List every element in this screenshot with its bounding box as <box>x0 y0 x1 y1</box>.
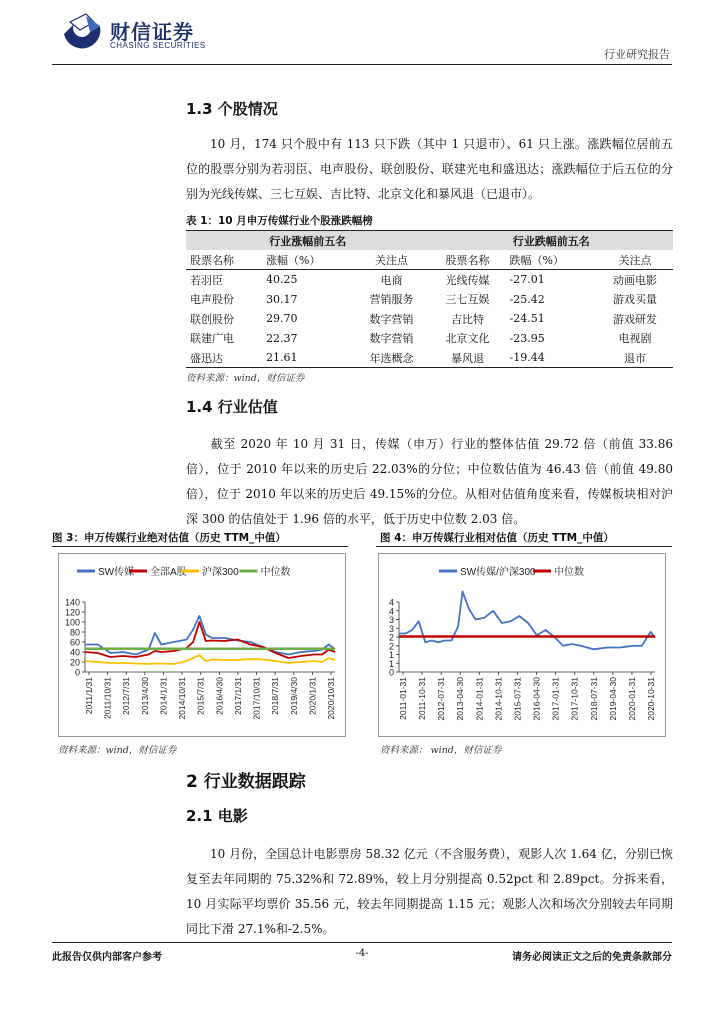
table-cell: 盛迅达 <box>186 348 262 368</box>
y-tick-label: 2 <box>388 632 394 643</box>
table-cell: 联建广电 <box>190 332 234 346</box>
table-cell: -23.95 <box>509 331 545 345</box>
table-header: 关注点 <box>353 250 429 270</box>
table-group-losers: 行业跌幅前五名 <box>429 231 673 251</box>
y-tick-label: 100 <box>64 617 80 628</box>
x-tick-label: 2011/10/31 <box>102 677 113 719</box>
figure4-caption: 图 4：申万传媒行业相对估值（历史 TTM_中值） <box>380 532 614 544</box>
y-tick-label: 60 <box>69 637 80 648</box>
paragraph-1-3: 10 月，174 只个股中有 113 只下跌（其中 1 只退市）、61 只上涨。涨跌幅位居前五位的股票分别为若羽臣、电声股份、联创股份、联建光电和盛迅达；涨跌幅位于后五位的分别为光线传媒、三七互娱、吉比特、北京文化和暴风退（已退市）。 <box>186 137 673 201</box>
paragraph-1-4: 截至 2020 年 10 月 31 日，传媒（申万）行业的整体估值 29.72 倍（前值 33.86 倍），位于 2010 年以来的历史后 22.03%的分位；中位数估值为 46.43 倍（前值 49.80 倍），位于 2010 年以来的历史后 49.15%的分位。从相对估值角度来看，传媒板块相对沪深 300 的估值处于 1.96 倍的水平，低于历史中位数 2.03 倍。 <box>186 437 673 526</box>
y-tick-label: 4 <box>388 606 394 617</box>
y-tick-label: 1 <box>388 658 394 669</box>
table-cell: -24.51 <box>509 312 545 326</box>
table-cell: 游戏买量 <box>612 293 657 307</box>
table-cell: 电声股份 <box>190 293 234 307</box>
figure3-source: 资料来源：wind，财信证券 <box>58 745 177 756</box>
y-tick-label: 80 <box>69 627 80 638</box>
x-tick-label: 2019/4/30 <box>288 677 299 715</box>
y-tick-label: 2 <box>388 641 394 652</box>
table-cell: 电商 <box>380 273 403 287</box>
paragraph-2-1: 10 月份，全国总计电影票房 58.32 亿元（不含服务费），观影人次 1.64 亿，分别已恢复至去年同期的 75.32%和 72.89%，较上月分别提高 0.52pct 和 2.89pct。分拆来看，10 月实际平均票价 35.56 元，较去年同期提高 1.15 元；观影人次和场次分别较去年同期同比下滑 27.1%和-2.5%。 <box>186 847 673 936</box>
table-cell: 动画电影 <box>612 273 657 287</box>
y-tick-label: 3 <box>388 615 394 625</box>
table-header: 涨幅（%） <box>262 250 353 270</box>
table-caption: 表 1：10 月申万传媒行业个股涨跌幅榜 <box>186 215 373 227</box>
table-cell: 数字营销 <box>369 332 414 346</box>
x-tick-label: 2013-04-30 <box>455 677 466 721</box>
x-tick-label: 2011-01-31 <box>398 677 408 720</box>
legend-label: 中位数 <box>260 567 291 578</box>
x-tick-label: 2014/10/31 <box>177 677 188 720</box>
table-row <box>186 270 673 290</box>
table-cell: 光线传媒 <box>445 273 490 287</box>
x-tick-label: 2017-01-31 <box>550 677 561 721</box>
x-tick-label: 2012-07-31 <box>436 677 447 721</box>
table-cell: 30.17 <box>266 292 298 306</box>
x-tick-label: 2017/1/31 <box>232 677 243 715</box>
table-cell: -25.42 <box>509 292 545 306</box>
x-tick-label: 2011/1/31 <box>84 677 94 715</box>
x-tick-label: 2014-01-31 <box>474 677 485 721</box>
table-cell: 40.25 <box>266 273 298 287</box>
legend-label: SW传媒/沪深300 <box>460 567 536 578</box>
table-group-gainers: 行业涨幅前五名 <box>186 231 429 251</box>
figure4-rule <box>376 546 672 547</box>
x-tick-label: 2014-10-31 <box>493 677 504 721</box>
legend-label: SW传媒 <box>98 567 135 578</box>
x-tick-label: 2013/4/30 <box>139 677 150 715</box>
table-cell: 若羽臣 <box>190 273 223 287</box>
table-cell: 联创股份 <box>190 312 234 326</box>
legend-label: 沪深300 <box>202 567 239 578</box>
table-cell: 吉比特 <box>451 312 485 326</box>
x-tick-label: 2017-10-31 <box>569 677 580 721</box>
figure4-source: 资料来源： wind，财信证券 <box>380 745 502 756</box>
table-source: 资料来源：wind，财信证券 <box>186 373 305 384</box>
section-title-2: 2 行业数据跟踪 <box>186 772 306 792</box>
table-header: 跌幅（%） <box>506 250 597 270</box>
y-tick-label: 0 <box>388 667 394 678</box>
footer-disclaimer: 此报告仅供内部客户参考 <box>52 952 162 963</box>
table-cell: 营销服务 <box>369 293 414 307</box>
figure3-chart-frame <box>58 553 346 737</box>
footer-terms: 请务必阅读正文之后的免责条款部分 <box>512 952 672 963</box>
x-tick-label: 2018/7/31 <box>270 677 281 715</box>
table-cell: 22.37 <box>266 331 298 345</box>
section-title-1-4: 1.4 行业估值 <box>186 398 278 416</box>
table-cell: -19.44 <box>506 348 597 368</box>
x-tick-label: 2018-07-31 <box>588 677 599 721</box>
x-tick-label: 2019-04-30 <box>607 677 618 721</box>
x-tick-label: 2020/1/31 <box>307 677 318 715</box>
brand-name: 财信证券 <box>110 20 194 44</box>
table-cell: 年选概念 <box>353 348 429 368</box>
x-tick-label: 2017/10/31 <box>251 677 262 720</box>
table-cell: 29.70 <box>266 312 298 326</box>
y-tick-label: 1 <box>388 650 394 660</box>
series-line <box>399 592 655 650</box>
stock-rank-table <box>186 230 673 368</box>
x-tick-label: 2015-07-31 <box>512 677 523 721</box>
brand-logo-icon <box>60 12 104 56</box>
table-header: 关注点 <box>597 250 673 270</box>
table-row <box>186 289 673 309</box>
x-tick-label: 2011-10-31 <box>417 677 428 720</box>
x-tick-label: 2016-04-30 <box>531 677 542 721</box>
table-cell: 数字营销 <box>369 312 414 326</box>
x-tick-label: 2020-10-31 <box>646 677 656 721</box>
table-cell: 北京文化 <box>445 332 490 346</box>
table-cell: -27.01 <box>509 273 545 287</box>
table-cell: 电视剧 <box>618 332 652 346</box>
figure4-chart-frame <box>378 553 666 737</box>
x-tick-label: 2012/7/31 <box>121 677 132 715</box>
brand-name-en: CHASING SECURITIES <box>110 41 206 50</box>
table-header: 股票名称 <box>186 250 262 270</box>
x-tick-label: 2014/1/31 <box>158 677 169 715</box>
table-cell: 游戏研发 <box>612 312 657 326</box>
table-cell: 暴风退 <box>429 348 505 368</box>
document-type: 行业研究报告 <box>604 48 670 61</box>
figure4-chart <box>379 554 665 736</box>
header-rule <box>52 64 672 65</box>
y-tick-label: 140 <box>64 597 80 608</box>
figure3-chart <box>59 554 345 736</box>
figure3-rule <box>52 546 348 547</box>
table-row <box>186 348 673 368</box>
page-number: -4- <box>355 948 369 959</box>
x-tick-label: 2020-01-31 <box>626 677 637 721</box>
table-header: 股票名称 <box>429 250 505 270</box>
table-row <box>186 328 673 348</box>
legend-label: 全部A股 <box>150 567 187 578</box>
x-tick-label: 2016/4/30 <box>214 677 225 715</box>
y-tick-label: 40 <box>69 647 80 658</box>
x-tick-label: 2020/10/31 <box>326 677 336 720</box>
y-tick-label: 20 <box>69 657 80 668</box>
section-title-2-1: 2.1 电影 <box>186 807 248 825</box>
figure3-caption: 图 3：申万传媒行业绝对估值（历史 TTM_中值） <box>52 532 286 544</box>
footer-rule <box>52 942 672 943</box>
legend-label: 中位数 <box>554 567 584 578</box>
section-title-1-3: 1.3 个股情况 <box>186 100 278 118</box>
x-tick-label: 2015/7/31 <box>195 677 206 715</box>
y-tick-label: 0 <box>74 667 80 678</box>
table-cell: 退市 <box>597 348 673 368</box>
table-row <box>186 309 673 329</box>
y-tick-label: 4 <box>388 597 394 608</box>
y-tick-label: 3 <box>388 623 394 634</box>
table-cell: 三七互娱 <box>445 293 490 307</box>
table-cell: 21.61 <box>262 348 353 368</box>
y-tick-label: 120 <box>64 607 80 618</box>
